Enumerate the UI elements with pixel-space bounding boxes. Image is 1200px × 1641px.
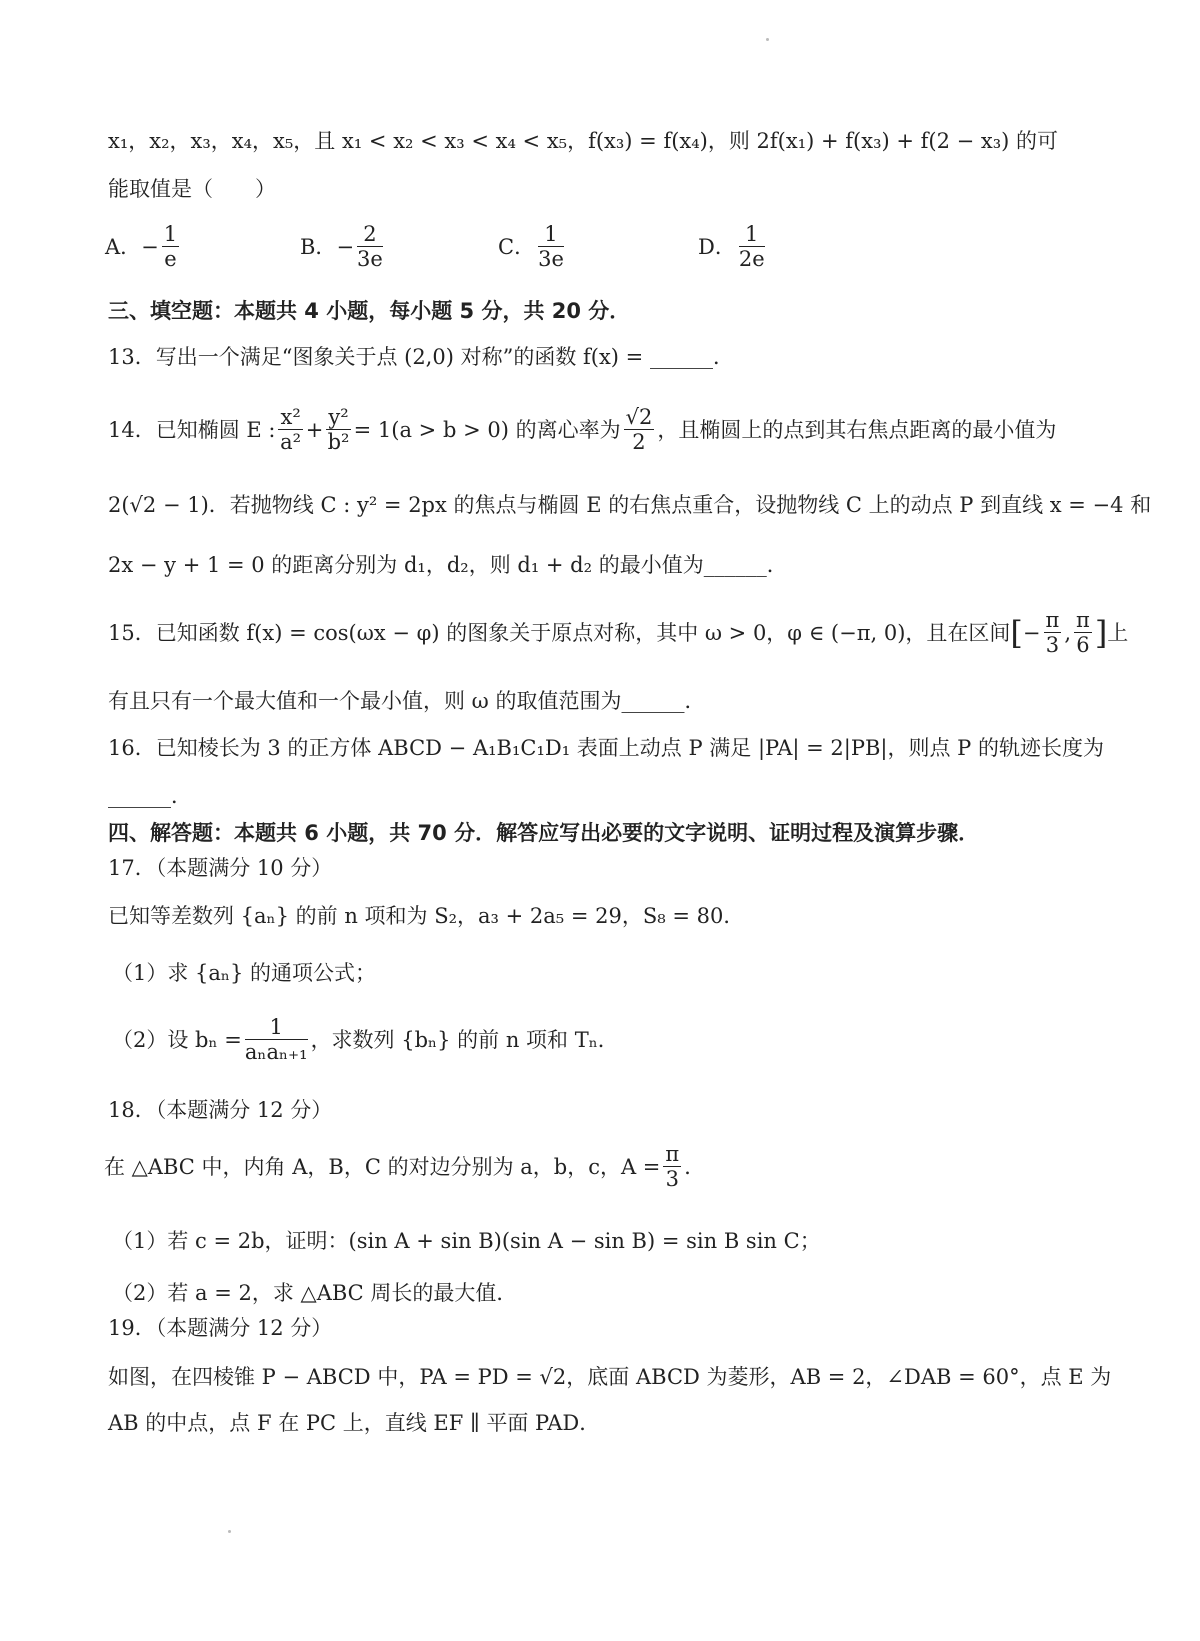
q15-num1: π [1045,608,1060,632]
q14-part1-mid: = 1(a > b > 0) 的离心率为 [353,417,621,442]
option-a [105,222,182,271]
q15-line1-post: 上 [1107,620,1129,645]
q13-text: 13．写出一个满足“图象关于点 (2,0) 对称”的函数 f(x) = ______． [108,345,734,369]
q14-line2: 2(√2 − 1)．若抛物线 C : y² = 2px 的焦点与椭圆 E 的右焦点重合，设抛物线 C 上的动点 P 到直线 x = −4 和 [108,493,1152,517]
option-c [498,222,567,271]
q18-stem-pre: 在 △ABC 中，内角 A，B，C 的对边分别为 a，b，c，A = [104,1154,661,1179]
option-a-label: A． [105,234,142,259]
option-a-sign: − [141,234,159,259]
q17-p2-pre: （2）设 bₙ = [112,1027,242,1052]
q14-plus: + [305,417,324,442]
q18-part1: （1）若 c = 2b，证明：(sin A + sin B)(sin A − sin B) = sin B sin C； [112,1229,821,1253]
q14-ecc-num: √2 [625,405,653,429]
q15-num2: π [1076,608,1090,632]
q18-stem-post: ． [684,1154,706,1179]
q19-line2: AB 的中点，点 F 在 PC 上，直线 EF ∥ 平面 PAD． [108,1411,601,1435]
q15-bracket-right: ] [1094,613,1108,652]
option-c-fraction [538,222,564,271]
option-b [300,222,386,271]
q18-title: 18．（本题满分 12 分） [108,1098,333,1122]
option-c-label: C． [498,234,536,259]
q17-p2-den: aₙaₙ₊₁ [244,1040,308,1065]
option-a-den: e [164,247,177,272]
q15-int-sign: − [1022,620,1041,645]
q14-x2: x² [280,405,301,429]
option-d [698,222,768,271]
q17-frac [245,1015,308,1064]
q15-frac1 [1044,608,1062,657]
q15-comma: , [1064,620,1071,645]
section4-heading: 四、解答题：本题共 6 小题，共 70 分．解答应写出必要的文字说明、证明过程及演算步骤． [108,821,980,845]
q15-den2: 6 [1076,633,1090,658]
q16-line2: ______． [108,784,192,808]
scan-speck [228,1530,231,1533]
option-d-num: 1 [739,222,765,247]
scan-speck [766,38,769,41]
option-a-fraction [162,222,179,271]
q15-line1-pre: 15．已知函数 f(x) = cos(ωx − φ) 的图象关于原点对称，其中 ω > 0，φ ∈ (−π, 0)，且在区间 [108,620,1011,645]
option-b-den: 3e [357,247,383,272]
q15-line1 [108,608,1128,657]
q17-p2-post: ，求数列 {bₙ} 的前 n 项和 Tₙ． [310,1027,619,1052]
q19-title: 19．（本题满分 12 分） [108,1316,333,1340]
option-b-sign: − [336,234,355,259]
q14-frac-x [278,405,302,454]
option-c-den: 3e [538,247,564,272]
option-c-num: 1 [538,222,564,247]
section3-heading: 三、填空题：本题共 4 小题，每小题 5 分，共 20 分． [108,299,631,323]
q12-line2: 能取值是（ ） [108,177,276,201]
q14-frac-y [326,405,350,454]
q15-line2: 有且只有一个最大值和一个最小值，则 ω 的取值范围为______． [108,689,706,713]
q15-frac2 [1074,608,1092,657]
q14-a2: a² [280,430,302,455]
q17-part2 [112,1015,619,1064]
q18-frac [663,1142,681,1191]
q16-line1: 16．已知棱长为 3 的正方体 ABCD − A₁B₁C₁D₁ 表面上动点 P 满足 |PA| = 2|PB|，则点 P 的轨迹长度为 [108,736,1104,760]
q14-y2: y² [328,405,349,429]
q18-part2: （2）若 a = 2，求 △ABC 周长的最大值． [112,1281,518,1305]
q12-line1: x₁，x₂，x₃，x₄，x₅，且 x₁ < x₂ < x₃ < x₄ < x₅，f(x₃) = f(x₄)，则 2f(x₁) + f(x₃) + f(2 − x₃) 的可 [108,129,1059,153]
q14-ecc-den: 2 [632,430,646,455]
q17-part1: （1）求 {aₙ} 的通项公式； [112,961,377,985]
q17-p2-num: 1 [245,1015,308,1040]
q17-title: 17．（本题满分 10 分） [108,856,333,880]
q15-bracket-left: [ [1010,613,1023,652]
q18-stem-num: π [665,1142,680,1166]
option-b-num: 2 [357,222,383,247]
option-a-num: 1 [163,222,178,246]
q14-b2: b² [327,430,350,455]
option-b-fraction [357,222,383,271]
q14-line3: 2x − y + 1 = 0 的距离分别为 d₁，d₂，则 d₁ + d₂ 的最小值为______． [108,553,788,577]
q14-line1 [108,405,1056,454]
option-d-den: 2e [738,247,765,272]
q14-part1-pre: 14．已知椭圆 E : [108,417,276,442]
q18-stem [104,1142,705,1191]
q15-den1: 3 [1045,633,1060,658]
q14-part1-post: ，且椭圆上的点到其右焦点距离的最小值为 [657,417,1057,442]
option-b-label: B． [300,234,337,259]
q19-line1: 如图，在四棱锥 P − ABCD 中，PA = PD = √2，底面 ABCD 为菱形，AB = 2，∠DAB = 60°，点 E 为 [108,1365,1112,1389]
q14-frac-ecc [624,405,655,454]
q18-stem-den: 3 [665,1167,679,1192]
option-d-fraction [739,222,765,271]
option-d-label: D． [698,234,736,259]
q17-stem: 已知等差数列 {aₙ} 的前 n 项和为 S₂，a₃ + 2a₅ = 29，S₈ = 80． [108,904,745,928]
